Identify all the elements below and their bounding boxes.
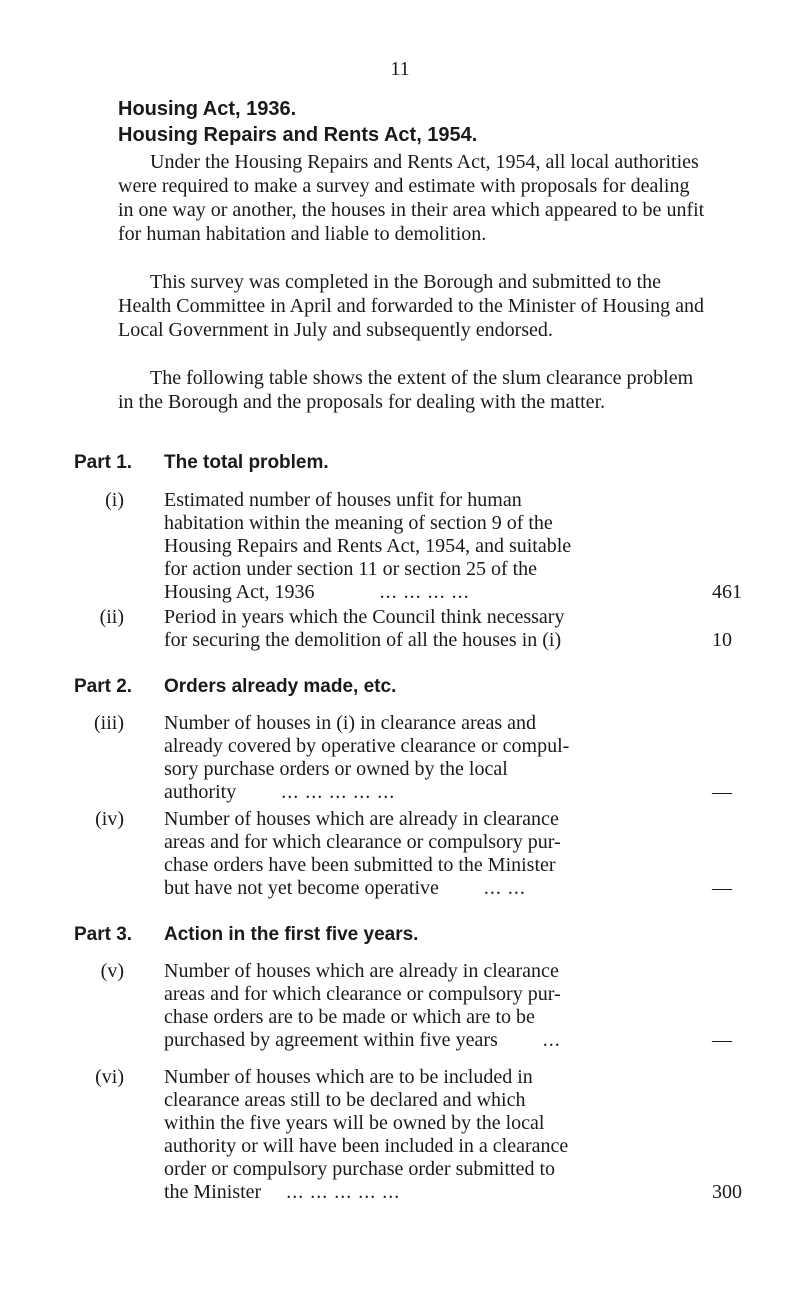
part-2-title: Orders already made, etc.	[164, 676, 397, 697]
item-vi-value: 300	[712, 1181, 742, 1203]
item-line: Estimated number of houses unfit for human	[164, 489, 522, 511]
item-iv-text	[164, 808, 704, 900]
item-line: authority	[164, 781, 237, 803]
item-line: areas and for which clearance or compulsory pur-	[164, 983, 561, 1005]
dot-leader: ...	[542, 1029, 561, 1051]
part-3-label: Part 3.	[74, 924, 133, 945]
item-vi-label: (vi)	[95, 1066, 124, 1088]
item-line: areas and for which clearance or compulsory pur-	[164, 831, 561, 853]
heading-housing-act-1936: Housing Act, 1936.	[118, 98, 297, 120]
item-v-value: —	[712, 1029, 732, 1051]
item-line: Housing Act, 1936	[164, 581, 315, 603]
heading-housing-repairs-rents-act-1954: Housing Repairs and Rents Act, 1954.	[118, 124, 478, 146]
item-line: chase orders are to be made or which are to be	[164, 1006, 535, 1028]
dot-leader: ... ...	[483, 877, 526, 899]
item-line: sory purchase orders or owned by the local	[164, 758, 508, 780]
part-1-title: The total problem.	[164, 452, 329, 473]
item-line: but have not yet become operative	[164, 877, 439, 899]
part-1-label: Part 1.	[74, 452, 133, 473]
item-iii-text	[164, 712, 704, 804]
item-line: Number of houses in (i) in clearance areas and	[164, 712, 537, 734]
paragraph-survey-completed	[118, 270, 708, 342]
item-line: habitation within the meaning of section 9 of the	[164, 512, 553, 534]
item-line: chase orders have been submitted to the Minister	[164, 854, 556, 876]
item-line: the Minister	[164, 1181, 262, 1203]
paragraph-text: Under the Housing Repairs and Rents Act, 1954, all local authorities were required to make a survey and estimate with proposals for dealing in one way or another, the houses in their area which appeared to be unfit for human habitation and liable to demolition.	[118, 151, 705, 245]
part-2-label: Part 2.	[74, 676, 133, 697]
item-line: Number of houses which are already in clearance	[164, 960, 559, 982]
item-vi-text	[164, 1066, 704, 1204]
item-i-label: (i)	[105, 489, 124, 511]
item-ii-text	[164, 606, 704, 652]
paragraph-survey-requirement	[118, 150, 708, 246]
item-iv-label: (iv)	[95, 808, 124, 830]
item-ii-value: 10	[712, 629, 732, 651]
part-3-title: Action in the first five years.	[164, 924, 419, 945]
item-ii-label: (ii)	[99, 606, 124, 628]
item-iv-value: —	[712, 877, 732, 899]
item-line: order or compulsory purchase order submitted to	[164, 1158, 556, 1180]
item-line: Housing Repairs and Rents Act, 1954, and suitable	[164, 535, 572, 557]
paragraph-text: This survey was completed in the Borough and submitted to the Health Committee in April and forwarded to the Minister of Housing and Local Government in July and subsequently endorsed.	[118, 271, 704, 341]
item-line: for action under section 11 or section 25 of the	[164, 558, 538, 580]
paragraph-table-intro	[118, 366, 708, 414]
item-line: clearance areas still to be declared and which	[164, 1089, 526, 1111]
item-line: Number of houses which are to be included in	[164, 1066, 533, 1088]
item-v-label: (v)	[100, 960, 124, 982]
item-line: purchased by agreement within five years	[164, 1029, 498, 1051]
dot-leader: ... ... ... ... ...	[286, 1181, 401, 1203]
item-line: Number of houses which are already in clearance	[164, 808, 559, 830]
item-iii-label: (iii)	[94, 712, 124, 734]
item-line: within the five years will be owned by the local	[164, 1112, 545, 1134]
dot-leader: ... ... ... ... ...	[281, 781, 396, 803]
item-iii-value: —	[712, 781, 732, 803]
item-v-text	[164, 960, 704, 1052]
paragraph-text: The following table shows the extent of the slum clearance problem in the Borough and the proposals for dealing with the matter.	[118, 367, 694, 413]
dot-leader: ... ... ... ...	[379, 581, 470, 603]
item-line: for securing the demolition of all the houses in (i)	[164, 629, 562, 651]
item-i-text	[164, 489, 704, 604]
item-line: authority or will have been included in a clearance	[164, 1135, 569, 1157]
item-i-value: 461	[712, 581, 742, 603]
page-number: 11	[390, 58, 410, 80]
item-line: Period in years which the Council think necessary	[164, 606, 565, 628]
item-line: already covered by operative clearance or compul-	[164, 735, 570, 757]
